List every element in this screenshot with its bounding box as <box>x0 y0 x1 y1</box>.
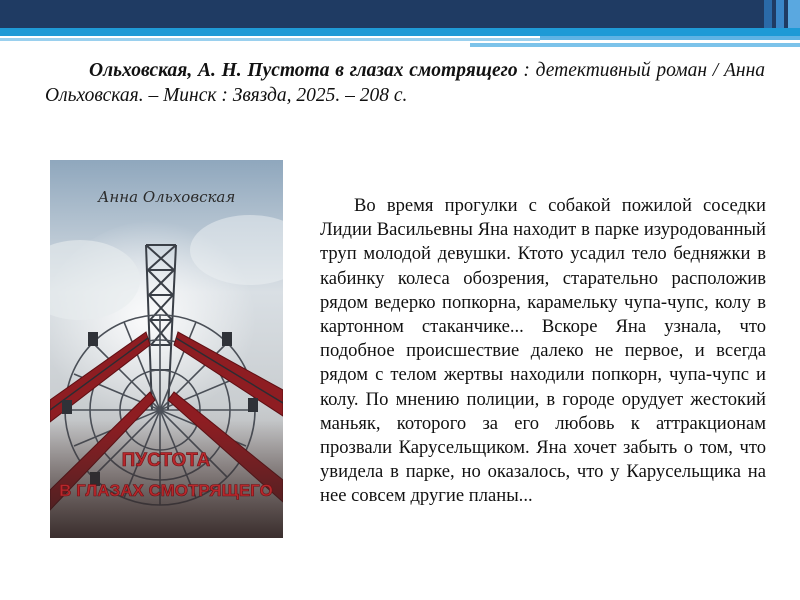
header-bar <box>0 0 800 28</box>
cover-title-line1: ПУСТОТА <box>121 450 211 471</box>
citation-details: : детективный роман / Анна Ольховская. – Минск : Звязда, 2025. – 208 с. <box>45 60 765 106</box>
header-thin-line <box>540 36 800 40</box>
header-accent-stripes <box>764 0 800 28</box>
bibliographic-citation <box>45 58 765 108</box>
book-cover-image <box>50 160 283 538</box>
header-thin-line <box>470 43 800 47</box>
cover-author: Анна Ольховская <box>98 188 236 206</box>
citation-author-title: Ольховская, А. Н. Пустота в глазах смотрящего <box>89 60 518 81</box>
cover-title-line2: В ГЛАЗАХ СМОТРЯЩЕГО <box>59 481 273 500</box>
header-thin-line <box>0 38 540 41</box>
book-annotation: Во время прогулки с собакой пожилой соседки Лидии Васильевны Яна находит в парке изуродованный труп молодой девушки. Ктото усадил тело бедняжки в кабинку колеса обозрения, старательно расположив рядом ведерко попкорна, карамельку чупа-чупс, колу в картонном стаканчике... Вскоре Яна узнала, что подобное происшествие далеко не первое, и всегда рядом с телом жертвы находили попкорн, чупа-чупс и колу. По мнению полиции, в городе орудует жестокий маньяк, которого за его любовь к аттракционам прозвали Карусельщиком. Яна хочет забыть о том, что увидела в парке, но оказалось, что у Карусельщика на нее совсем другие планы... <box>320 195 766 507</box>
header-light-bar <box>0 28 800 36</box>
